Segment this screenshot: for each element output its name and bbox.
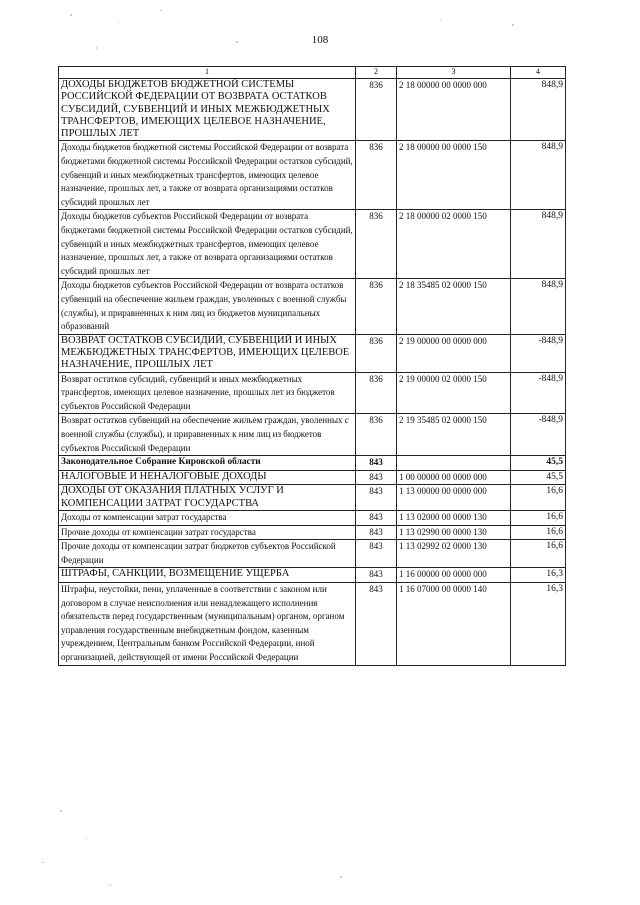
cell-amount: 16,6 xyxy=(511,525,566,540)
cell-admin-code: 843 xyxy=(356,456,397,471)
cell-name: Доходы от компенсации затрат государства xyxy=(59,511,356,526)
table-row xyxy=(59,470,566,485)
cell-admin-code: 836 xyxy=(356,279,397,334)
cell-amount: 16,6 xyxy=(511,511,566,526)
cell-name: Возврат остатков субвенций на обеспечение жильем граждан, уволенных с военной службы (службы), и приравненных к ним лиц из бюджетов субъектов Российской Федерации xyxy=(59,414,356,456)
cell-name: Законодательное Собрание Кировской области xyxy=(59,456,356,471)
cell-name: ВОЗВРАТ ОСТАТКОВ СУБСИДИЙ, СУБВЕНЦИЙ И ИНЫХ МЕЖБЮДЖЕТНЫХ ТРАНСФЕРТОВ, ИМЕЮЩИХ ЦЕЛЕВОЕ НАЗНАЧЕНИЕ, ПРОШЛЫХ ЛЕТ xyxy=(59,334,356,372)
cell-budget-code: 1 16 00000 00 0000 000 xyxy=(397,568,511,583)
column-header-amount: 4 xyxy=(511,67,566,79)
cell-name: Прочие доходы от компенсации затрат государства xyxy=(59,525,356,540)
cell-admin-code: 836 xyxy=(356,141,397,210)
cell-budget-code: 1 00 00000 00 0000 000 xyxy=(397,470,511,485)
cell-admin-code: 836 xyxy=(356,414,397,456)
cell-admin-code: 843 xyxy=(356,540,397,568)
cell-budget-code: 2 18 35485 02 0000 150 xyxy=(397,279,511,334)
cell-name: ДОХОДЫ ОТ ОКАЗАНИЯ ПЛАТНЫХ УСЛУГ И КОМПЕНСАЦИИ ЗАТРАТ ГОСУДАРСТВА xyxy=(59,485,356,511)
cell-budget-code xyxy=(397,456,511,471)
cell-amount: 848,9 xyxy=(511,141,566,210)
column-header-name: 1 xyxy=(59,67,356,79)
cell-amount: 848,9 xyxy=(511,79,566,141)
table-row xyxy=(59,456,566,471)
cell-name: Прочие доходы от компенсации затрат бюджетов субъектов Российской Федерации xyxy=(59,540,356,568)
table-row xyxy=(59,279,566,334)
cell-admin-code: 843 xyxy=(356,485,397,511)
cell-amount: -848,9 xyxy=(511,372,566,414)
cell-admin-code: 836 xyxy=(356,210,397,279)
table-row xyxy=(59,511,566,526)
cell-name: Возврат остатков субсидий, субвенций и иных межбюджетных трансфертов, имеющих целевое назначение, прошлых лет из бюджетов субъектов Российской Федерации xyxy=(59,372,356,414)
cell-name: НАЛОГОВЫЕ И НЕНАЛОГОВЫЕ ДОХОДЫ xyxy=(59,470,356,485)
cell-budget-code: 1 13 02990 00 0000 130 xyxy=(397,525,511,540)
cell-amount: 16,3 xyxy=(511,583,566,666)
cell-admin-code: 836 xyxy=(356,372,397,414)
column-header-admin: 2 xyxy=(356,67,397,79)
table-row xyxy=(59,334,566,372)
cell-budget-code: 2 19 00000 00 0000 000 xyxy=(397,334,511,372)
cell-admin-code: 836 xyxy=(356,79,397,141)
cell-name: ШТРАФЫ, САНКЦИИ, ВОЗМЕЩЕНИЕ УЩЕРБА xyxy=(59,568,356,583)
cell-amount: 45,5 xyxy=(511,470,566,485)
cell-name: ДОХОДЫ БЮДЖЕТОВ БЮДЖЕТНОЙ СИСТЕМЫ РОССИЙСКОЙ ФЕДЕРАЦИИ ОТ ВОЗВРАТА ОСТАТКОВ СУБСИДИЙ, СУБВЕНЦИЙ И ИНЫХ МЕЖБЮДЖЕТНЫХ ТРАНСФЕРТОВ, ИМЕЮЩИХ ЦЕЛЕВОЕ НАЗНАЧЕНИЕ, ПРОШЛЫХ ЛЕТ xyxy=(59,79,356,141)
table-row xyxy=(59,414,566,456)
cell-budget-code: 1 13 00000 00 0000 000 xyxy=(397,485,511,511)
budget-revenue-table xyxy=(58,66,566,666)
cell-budget-code: 2 18 00000 00 0000 150 xyxy=(397,141,511,210)
cell-admin-code: 843 xyxy=(356,583,397,666)
table-row xyxy=(59,79,566,141)
cell-admin-code: 843 xyxy=(356,568,397,583)
cell-admin-code: 843 xyxy=(356,470,397,485)
column-header-code: 3 xyxy=(397,67,511,79)
cell-amount: 848,9 xyxy=(511,279,566,334)
cell-name: Штрафы, неустойки, пени, уплаченные в соответствии с законом или договором в случае неисполнения или ненадлежащего исполнения обязательств перед государственным (муниципальным) органом, органом управления государственным внебюджетным фондом, казенным учреждением, Центральным банком Российской Федерации, иной организацией, действующей от имени Российской Федерации xyxy=(59,583,356,666)
table-row xyxy=(59,210,566,279)
cell-amount: 848,9 xyxy=(511,210,566,279)
cell-budget-code: 1 13 02000 00 0000 130 xyxy=(397,511,511,526)
cell-budget-code: 2 19 35485 02 0000 150 xyxy=(397,414,511,456)
cell-name: Доходы бюджетов субъектов Российской Федерации от возврата остатков субвенций на обеспечение жильем граждан, уволенных с военной службы (службы), и приравненных к ним лиц из бюджетов муниципальных образований xyxy=(59,279,356,334)
cell-admin-code: 836 xyxy=(356,334,397,372)
cell-admin-code: 843 xyxy=(356,511,397,526)
table-row xyxy=(59,485,566,511)
page-number: 108 xyxy=(311,34,329,46)
table-row xyxy=(59,141,566,210)
cell-name: Доходы бюджетов бюджетной системы Российской Федерации от возврата бюджетами бюджетной системы Российской Федерации остатков субсидий, субвенций и иных межбюджетных трансфертов, имеющих целевое назначение, прошлых лет, а также от возврата организациями остатков субсидий прошлых лет xyxy=(59,141,356,210)
cell-amount: -848,9 xyxy=(511,414,566,456)
cell-budget-code: 2 18 00000 00 0000 000 xyxy=(397,79,511,141)
cell-amount: 16,6 xyxy=(511,540,566,568)
table-row xyxy=(59,540,566,568)
cell-amount: 16,6 xyxy=(511,485,566,511)
cell-budget-code: 1 13 02992 02 0000 130 xyxy=(397,540,511,568)
table-row xyxy=(59,583,566,666)
cell-budget-code: 1 16 07000 00 0000 140 xyxy=(397,583,511,666)
cell-amount: -848,9 xyxy=(511,334,566,372)
table-header-row xyxy=(59,67,566,79)
table-row xyxy=(59,372,566,414)
cell-amount: 45,5 xyxy=(511,456,566,471)
cell-name: Доходы бюджетов субъектов Российской Федерации от возврата бюджетами бюджетной системы Российской Федерации остатков субсидий, субвенций и иных межбюджетных трансфертов, имеющих целевое назначение, прошлых лет, а также от возврата организациями остатков субсидий прошлых лет xyxy=(59,210,356,279)
table-row xyxy=(59,525,566,540)
table-row xyxy=(59,568,566,583)
cell-budget-code: 2 19 00000 02 0000 150 xyxy=(397,372,511,414)
cell-admin-code: 843 xyxy=(356,525,397,540)
cell-budget-code: 2 18 00000 02 0000 150 xyxy=(397,210,511,279)
cell-amount: 16,3 xyxy=(511,568,566,583)
